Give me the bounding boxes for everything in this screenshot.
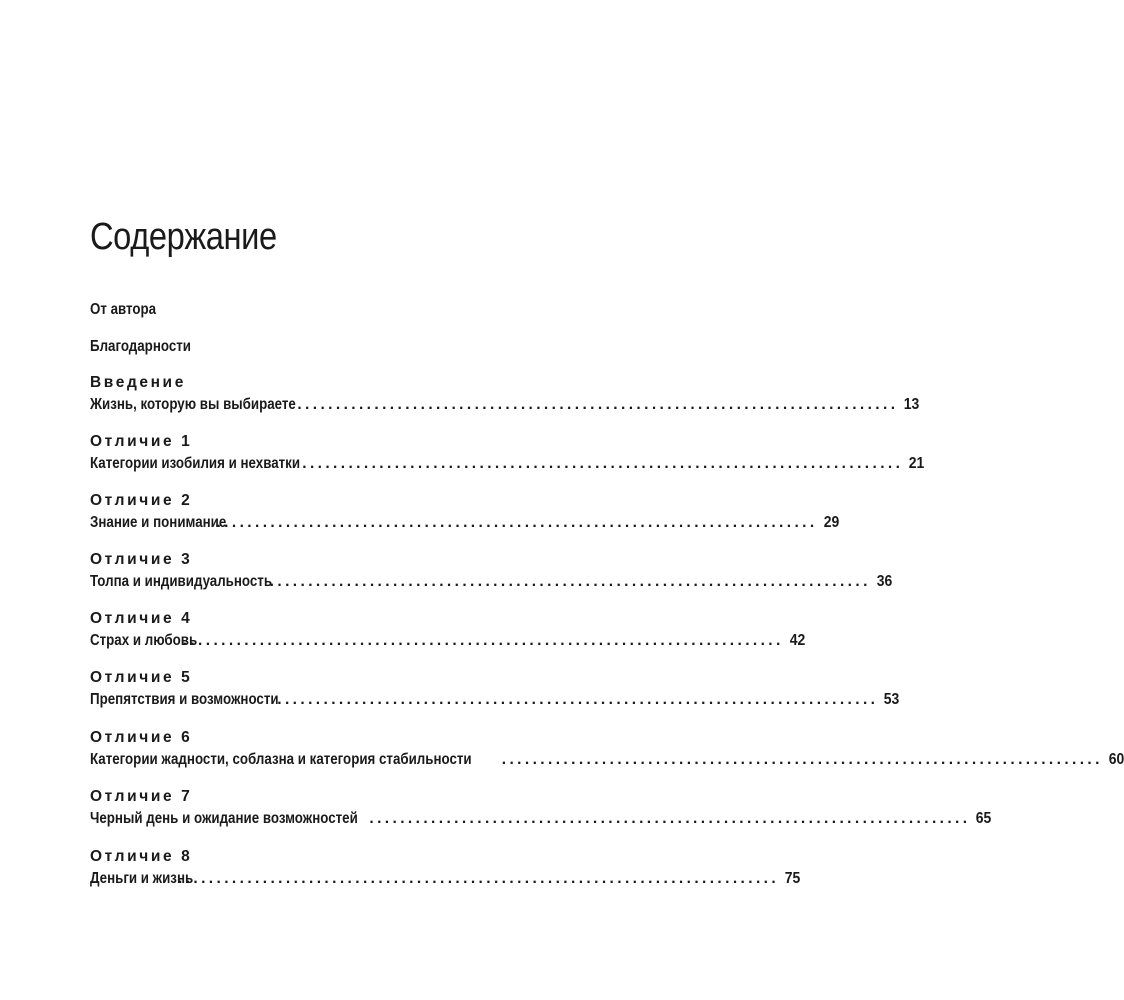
entry-title: Страх и любовь [90, 632, 198, 649]
page-number: 13 [904, 396, 920, 413]
section-label: Отличие 7 [90, 788, 193, 805]
section-label: Введение [90, 374, 186, 391]
dot-leader: .............................................................................. [277, 691, 879, 708]
page-number: 60 [1108, 751, 1124, 768]
dot-leader: .............................................................................. [182, 632, 784, 649]
entry-title: Категории жадности, соблазна и категория стабильности [90, 751, 472, 768]
entry-title: Жизнь, которую вы выбираете [90, 396, 296, 413]
page-number: 75 [784, 870, 801, 887]
toc-entry-acknowledgements[interactable]: Благодарности [90, 338, 191, 355]
page-number: 29 [823, 514, 839, 531]
entry-title: Деньги и жизнь [90, 870, 194, 887]
entry-title: Черный день и ожидание возможностей [90, 810, 358, 827]
page-number: 65 [976, 810, 992, 827]
page-title: Содержание [90, 216, 277, 258]
entry-title: Толпа и индивидуальность [90, 573, 273, 590]
section-label: Отличие 5 [90, 669, 193, 686]
section-label: Отличие 4 [90, 610, 193, 627]
dot-leader: .............................................................................. [177, 870, 780, 887]
section-label: Отличие 3 [90, 551, 193, 568]
entry-title: Препятствия и возможности [90, 691, 279, 708]
dot-leader: .............................................................................. [297, 396, 899, 413]
page-number: 42 [789, 632, 805, 649]
page-number: 21 [909, 455, 925, 472]
toc-entry-from-author[interactable]: От автора [90, 301, 157, 318]
dot-leader: .............................................................................. [216, 514, 818, 531]
section-label: Отличие 6 [90, 729, 193, 746]
section-label: Отличие 1 [90, 433, 193, 450]
section-label: Отличие 2 [90, 492, 193, 509]
entry-title: Категории изобилия и нехватки [90, 455, 301, 472]
dot-leader: .............................................................................. [501, 751, 1103, 768]
page-number: 53 [884, 691, 900, 708]
entry-title: Знание и понимание [90, 514, 227, 531]
dot-leader: .............................................................................. [302, 455, 904, 472]
dot-leader: .............................................................................. [269, 573, 871, 590]
page-number: 36 [876, 573, 893, 590]
dot-leader: .............................................................................. [369, 810, 971, 827]
section-label: Отличие 8 [90, 848, 193, 865]
